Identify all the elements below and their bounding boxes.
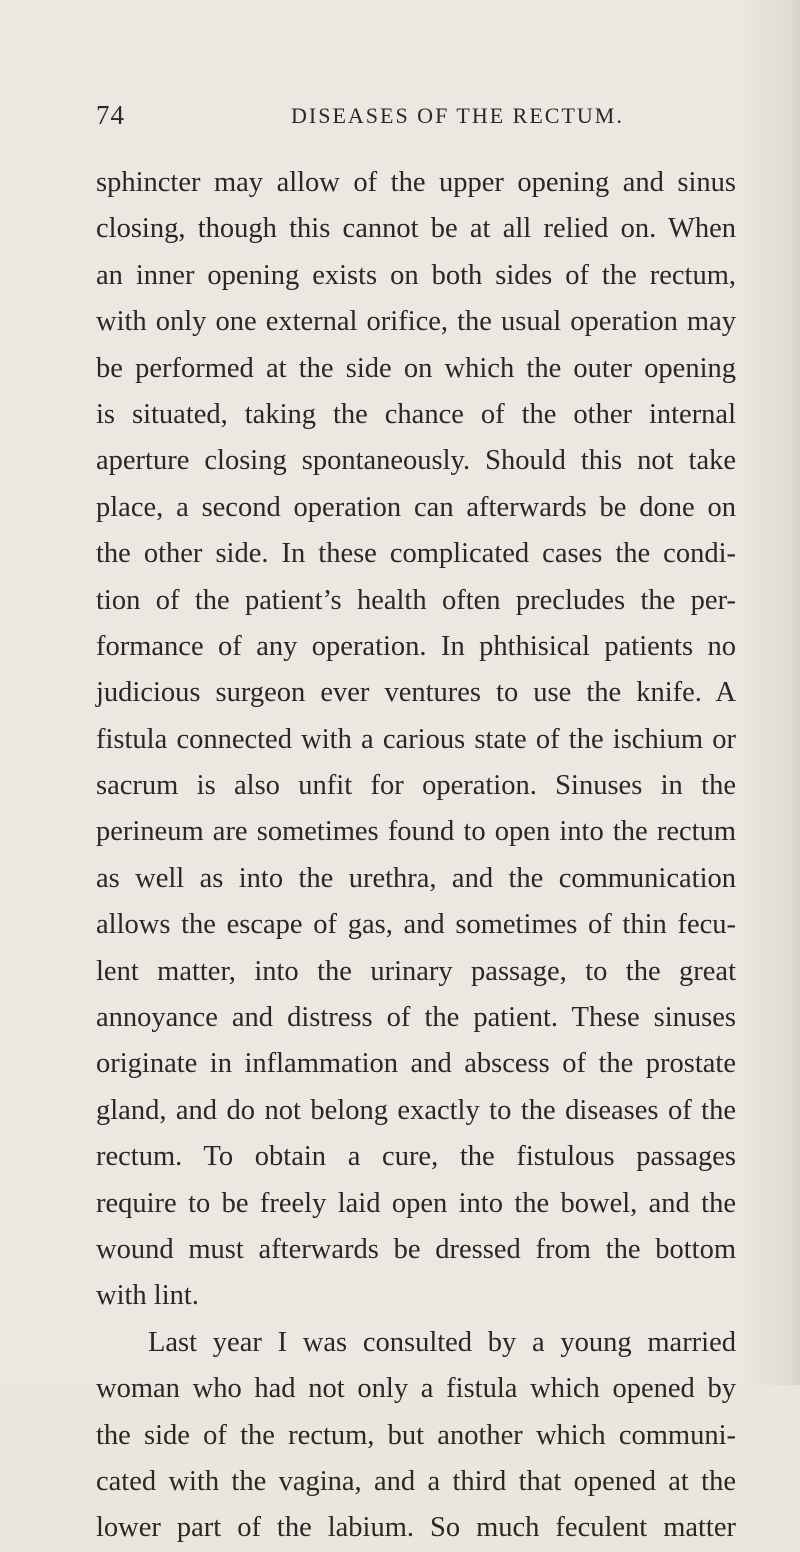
text-line: tion of the patient’s health often precludes the per- <box>96 584 736 616</box>
text-line: aperture closing spontaneously. Should this not take <box>96 445 736 477</box>
text-line: formance of any operation. In phthisical patients no <box>96 630 736 662</box>
text-line: lent matter, into the urinary passage, to the great <box>96 955 736 987</box>
text-line: place, a second operation can afterwards be done on <box>96 491 736 523</box>
text-line: closing, though this cannot be at all relied on. When <box>96 213 736 245</box>
text-line: sacrum is also unfit for operation. Sinuses in the <box>96 770 736 802</box>
text-line: the side of the rectum, but another which communi- <box>96 1419 736 1451</box>
text-line: rectum. To obtain a cure, the fistulous passages <box>96 1141 736 1173</box>
text-line: cated with the vagina, and a third that opened at the <box>96 1465 736 1497</box>
paragraph-start-line: Last year I was consulted by a young married <box>148 1326 736 1358</box>
text-line: lower part of the labium. So much feculent matter <box>96 1512 736 1544</box>
text-line: sphincter may allow of the upper opening and sinus <box>96 167 736 198</box>
page-number: 74 <box>96 100 125 130</box>
text-line: be performed at the side on which the outer opening <box>96 352 736 384</box>
text-line: with lint. <box>96 1280 199 1312</box>
text-line: an inner opening exists on both sides of the rectum, <box>96 259 736 291</box>
text-line: annoyance and distress of the patient. These sinuses <box>96 1002 736 1034</box>
text-line: originate in inflammation and abscess of the prostate <box>96 1048 736 1080</box>
text-line: judicious surgeon ever ventures to use the knife. A <box>96 677 736 709</box>
text-line: as well as into the urethra, and the communication <box>96 862 736 894</box>
text-line: wound must afterwards be dressed from the bottom <box>96 1233 736 1265</box>
text-line: perineum are sometimes found to open into the rectum <box>96 816 736 848</box>
text-line: gland, and do not belong exactly to the diseases of the <box>96 1094 736 1126</box>
text-line: fistula connected with a carious state of the ischium or <box>96 723 736 755</box>
text-line: allows the escape of gas, and sometimes of thin fecu- <box>96 909 736 941</box>
text-line: with only one external orifice, the usual operation may <box>96 306 736 338</box>
text-line: is situated, taking the chance of the other internal <box>96 398 736 430</box>
text-line: require to be freely laid open into the bowel, and the <box>96 1187 736 1219</box>
text-line: woman who had not only a fistula which opened by <box>96 1373 736 1405</box>
page-header <box>96 100 736 140</box>
text-line: the other side. In these complicated cases the condi- <box>96 538 736 570</box>
running-head: DISEASES OF THE RECTUM. <box>291 103 624 128</box>
body-text <box>96 160 736 1552</box>
